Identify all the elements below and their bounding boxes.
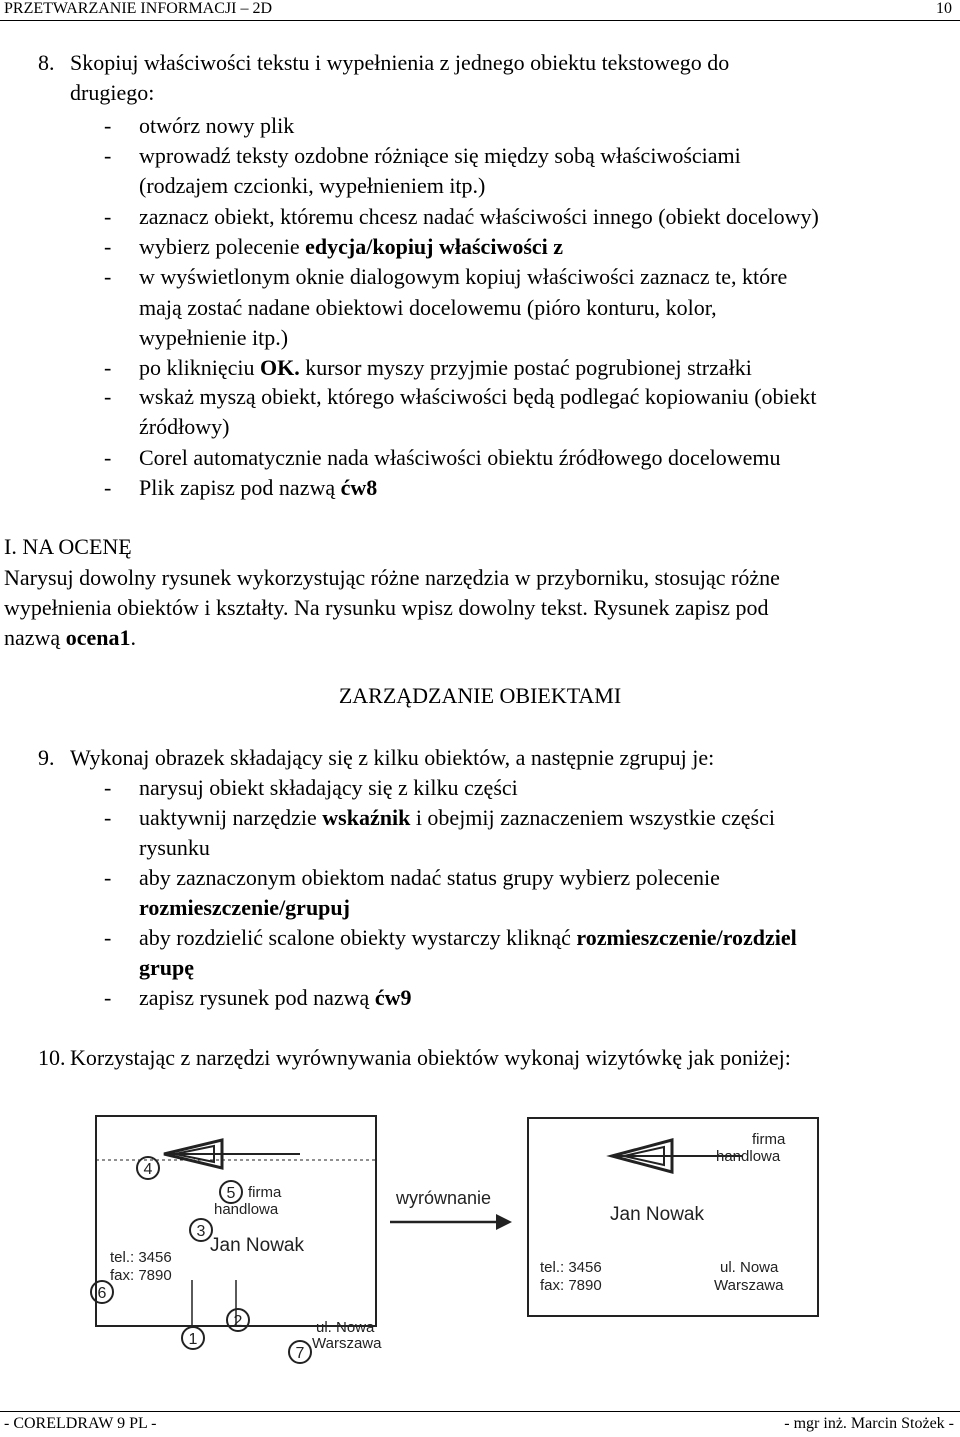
section-title: ZARZĄDZANIE OBIEKTAMI bbox=[338, 683, 622, 708]
bullet-dash: - bbox=[104, 384, 112, 409]
task9-item4-command: rozmieszczenie/rozdziel bbox=[576, 925, 797, 950]
left-tel: tel.: 3456 bbox=[110, 1249, 172, 1266]
task8-item8: Corel automatycznie nada właściwości obiektu źródłowego docelowemu bbox=[139, 445, 781, 470]
task9-item2b: rysunku bbox=[139, 835, 210, 860]
bullet-dash: - bbox=[104, 264, 112, 289]
bullet-dash: - bbox=[104, 204, 112, 229]
task8-item3: zaznacz obiekt, któremu chcesz nadać właściwości innego (obiekt docelowy) bbox=[139, 204, 819, 229]
task8-item1: otwórz nowy plik bbox=[139, 113, 295, 138]
bullet-dash: - bbox=[104, 985, 112, 1010]
alignment-arrow bbox=[390, 1188, 512, 1230]
task8-item6-text: po kliknięciu bbox=[139, 355, 260, 380]
right-city: Warszawa bbox=[714, 1277, 784, 1294]
marker-3-label: 3 bbox=[196, 1223, 206, 1240]
right-fax: fax: 7890 bbox=[540, 1277, 602, 1294]
marker-7 bbox=[289, 1341, 311, 1363]
task8-item9-filename: ćw8 bbox=[340, 475, 378, 500]
task8-item4 bbox=[139, 232, 563, 262]
task9-item2 bbox=[139, 803, 775, 833]
footer-author: - mgr inż. Marcin Stożek - bbox=[784, 1415, 954, 1432]
task9-item4-text: aby rozdzielić scalone obiekty wystarczy kliknąć bbox=[139, 925, 577, 950]
page-number: 10 bbox=[936, 0, 952, 17]
page-footer bbox=[0, 1411, 960, 1437]
task8-item7a: wskaż myszą obiekt, którego właściwości będą podlegać kopiowaniu (obiekt bbox=[139, 384, 817, 409]
bullet-dash: - bbox=[104, 925, 112, 950]
task8-item7b: źródłowy) bbox=[139, 414, 230, 439]
task10-number: 10. bbox=[38, 1045, 66, 1070]
business-card-figure bbox=[0, 1110, 960, 1370]
task9-number: 9. bbox=[38, 745, 55, 770]
bullet-dash: - bbox=[104, 475, 112, 500]
task9-item2-tool: wskaźnik bbox=[322, 805, 411, 830]
bullet-dash: - bbox=[104, 865, 112, 890]
marker-5 bbox=[220, 1181, 242, 1203]
task9-item4b bbox=[139, 953, 194, 983]
left-handlowa: handlowa bbox=[214, 1201, 279, 1218]
task8-item9 bbox=[139, 473, 377, 503]
task9-item3a: aby zaznaczonym obiektom nadać status grupy wybierz polecenie bbox=[139, 865, 720, 890]
left-city: Warszawa bbox=[312, 1335, 382, 1352]
bullet-dash: - bbox=[104, 775, 112, 800]
left-street: ul. Nowa bbox=[316, 1319, 375, 1336]
ocena-filename: ocena1 bbox=[65, 625, 131, 650]
task8-item2a: wprowadź teksty ozdobne różniące się między sobą właściwościami bbox=[139, 143, 741, 168]
page-header bbox=[0, 0, 960, 21]
marker-6 bbox=[91, 1281, 113, 1303]
arrow-label: wyrównanie bbox=[396, 1188, 492, 1208]
right-street: ul. Nowa bbox=[720, 1259, 779, 1276]
task8-item6 bbox=[139, 353, 752, 383]
marker-7-label: 7 bbox=[295, 1345, 305, 1362]
left-name: Jan Nowak bbox=[210, 1235, 304, 1256]
task9-item4-command-cont: grupę bbox=[139, 955, 194, 980]
bullet-dash: - bbox=[104, 355, 112, 380]
left-firma: firma bbox=[248, 1184, 282, 1201]
marker-6-label: 6 bbox=[97, 1285, 107, 1302]
task8-item2b: (rodzajem czcionki, wypełnieniem itp.) bbox=[139, 173, 486, 198]
right-handlowa: handlowa bbox=[716, 1148, 781, 1165]
marker-4-label: 4 bbox=[143, 1161, 153, 1178]
ocena-line1: Narysuj dowolny rysunek wykorzystując różne narzędzia w przyborniku, stosując różne bbox=[4, 565, 780, 590]
task8-item4-command: edycja/kopiuj właściwości z bbox=[305, 234, 564, 259]
task8-item5c: wypełnienie itp.) bbox=[139, 325, 289, 350]
task8-item9-text: Plik zapisz pod nazwą bbox=[139, 475, 341, 500]
right-firma: firma bbox=[752, 1131, 786, 1148]
ocena-line3-period: . bbox=[130, 625, 136, 650]
task8-line2: drugiego: bbox=[70, 80, 155, 105]
task8-item5a: w wyświetlonym oknie dialogowym kopiuj właściwości zaznacz te, które bbox=[139, 264, 788, 289]
left-card bbox=[91, 1116, 382, 1363]
ocena-line3 bbox=[4, 623, 136, 653]
footer-left: - CORELDRAW 9 PL - bbox=[4, 1415, 157, 1432]
right-name: Jan Nowak bbox=[610, 1204, 704, 1225]
marker-2 bbox=[227, 1309, 249, 1331]
task9-item5 bbox=[139, 983, 411, 1013]
marker-1 bbox=[182, 1327, 204, 1349]
marker-4 bbox=[137, 1157, 159, 1179]
right-card bbox=[528, 1118, 818, 1316]
marker-1-label: 1 bbox=[188, 1331, 198, 1348]
task9-item5-filename: ćw9 bbox=[374, 985, 412, 1010]
task10-line1: Korzystając z narzędzi wyrównywania obiektów wykonaj wizytówkę jak poniżej: bbox=[70, 1045, 791, 1070]
task8-line1: Skopiuj właściwości tekstu i wypełnienia z jednego obiektu tekstowego do bbox=[70, 50, 730, 75]
task9-item3-command: rozmieszczenie/grupuj bbox=[139, 895, 350, 920]
ocena-line2: wypełnienia obiektów i kształty. Na rysunku wpisz dowolny tekst. Rysunek zapisz pod bbox=[4, 595, 769, 620]
bullet-dash: - bbox=[104, 113, 112, 138]
bullet-dash: - bbox=[104, 143, 112, 168]
task9-item2-text: uaktywnij narzędzie bbox=[139, 805, 323, 830]
marker-5-label: 5 bbox=[226, 1185, 236, 1202]
task9-item3b bbox=[139, 893, 350, 923]
right-tel: tel.: 3456 bbox=[540, 1259, 602, 1276]
ocena-line3-text: nazwą bbox=[4, 625, 66, 650]
bullet-dash: - bbox=[104, 445, 112, 470]
bullet-dash: - bbox=[104, 805, 112, 830]
task9-item4 bbox=[139, 923, 797, 953]
task9-item2-rest: i obejmij zaznaczeniem wszystkie części bbox=[410, 805, 775, 830]
task8-item5b: mają zostać nadane obiektowi docelowemu (pióro konturu, kolor, bbox=[139, 295, 717, 320]
task8-item6-ok: OK. bbox=[259, 355, 300, 380]
ocena-heading: I. NA OCENĘ bbox=[4, 534, 132, 559]
left-fax: fax: 7890 bbox=[110, 1267, 172, 1284]
bullet-dash: - bbox=[104, 234, 112, 259]
task9-line1: Wykonaj obrazek składający się z kilku obiektów, a następnie zgrupuj je: bbox=[70, 745, 715, 770]
header-title: PRZETWARZANIE INFORMACJI – 2D bbox=[4, 0, 272, 17]
task9-item5-text: zapisz rysunek pod nazwą bbox=[139, 985, 375, 1010]
task8-item4-text: wybierz polecenie bbox=[139, 234, 306, 259]
task8-item6-rest: kursor myszy przyjmie postać pogrubionej strzałki bbox=[299, 355, 752, 380]
marker-3 bbox=[190, 1219, 212, 1241]
left-logo bbox=[164, 1140, 300, 1168]
task9-item1: narysuj obiekt składający się z kilku części bbox=[139, 775, 518, 800]
task8-number: 8. bbox=[38, 50, 55, 75]
marker-2-label: 2 bbox=[233, 1313, 243, 1330]
alignment-illustration bbox=[0, 1110, 960, 1370]
